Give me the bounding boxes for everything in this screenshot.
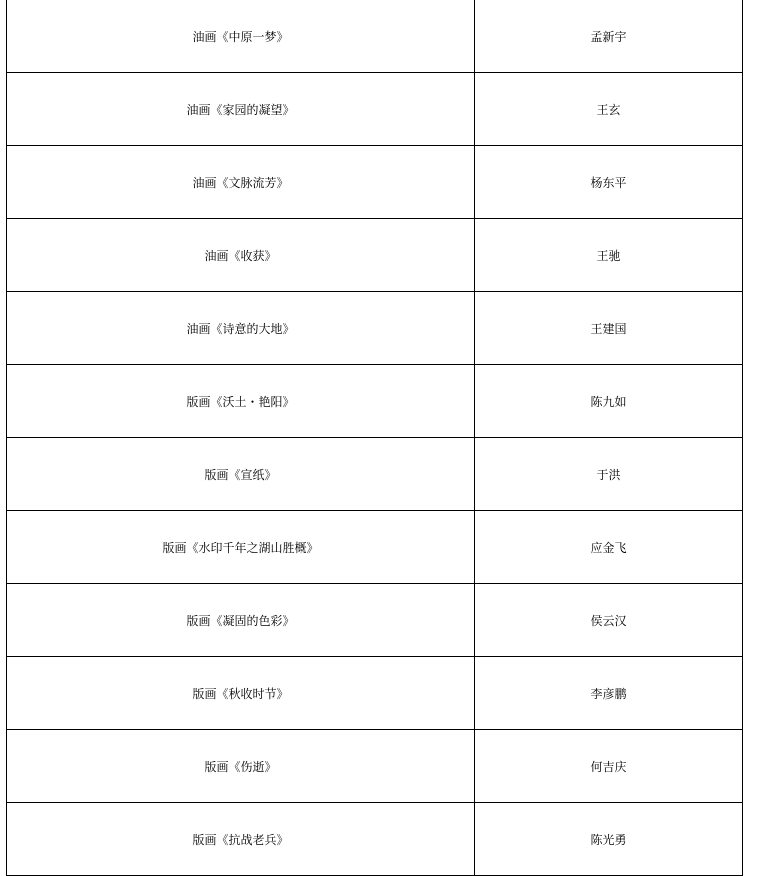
artist-name-cell: 李彦鹏 (475, 657, 743, 730)
artist-name-cell: 王玄 (475, 73, 743, 146)
artist-name-cell: 于洪 (475, 438, 743, 511)
artwork-table (6, 0, 743, 876)
table-row (7, 511, 743, 584)
artwork-title-cell: 版画《宣纸》 (7, 438, 475, 511)
table-row (7, 803, 743, 876)
right-margin (743, 0, 757, 874)
artist-name-cell: 陈九如 (475, 365, 743, 438)
artwork-title-cell: 版画《抗战老兵》 (7, 803, 475, 876)
table-row (7, 292, 743, 365)
artwork-title-cell: 版画《凝固的色彩》 (7, 584, 475, 657)
table-row (7, 584, 743, 657)
table-row (7, 438, 743, 511)
artwork-title-cell: 油画《诗意的大地》 (7, 292, 475, 365)
artwork-title-cell: 油画《家园的凝望》 (7, 73, 475, 146)
artist-name-cell: 陈光勇 (475, 803, 743, 876)
table-row (7, 657, 743, 730)
artist-name-cell: 杨东平 (475, 146, 743, 219)
artwork-title-cell: 油画《文脉流芳》 (7, 146, 475, 219)
artwork-title-cell: 版画《伤逝》 (7, 730, 475, 803)
artwork-title-cell: 版画《秋收时节》 (7, 657, 475, 730)
artwork-title-cell: 版画《沃土・艳阳》 (7, 365, 475, 438)
artist-name-cell: 孟新宇 (475, 0, 743, 73)
artwork-title-cell: 油画《收获》 (7, 219, 475, 292)
artist-name-cell: 何吉庆 (475, 730, 743, 803)
artist-name-cell: 王建国 (475, 292, 743, 365)
table-row (7, 0, 743, 73)
table-row (7, 73, 743, 146)
table-row (7, 365, 743, 438)
artist-name-cell: 王驰 (475, 219, 743, 292)
table-row (7, 219, 743, 292)
table-row (7, 146, 743, 219)
artwork-title-cell: 版画《水印千年之湖山胜概》 (7, 511, 475, 584)
table-row (7, 730, 743, 803)
artist-name-cell: 侯云汉 (475, 584, 743, 657)
artwork-title-cell: 油画《中原一梦》 (7, 0, 475, 73)
artist-name-cell: 应金飞 (475, 511, 743, 584)
